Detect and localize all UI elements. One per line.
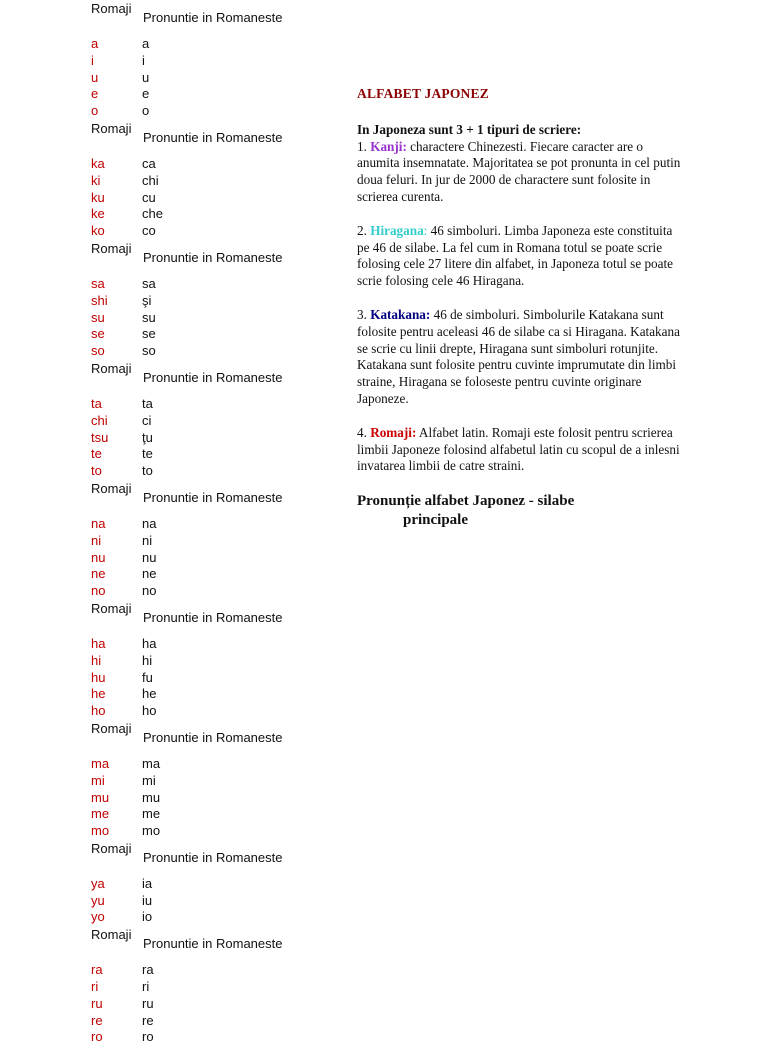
- romaji-syllable: mi: [91, 772, 105, 788]
- romaji-syllable: so: [91, 343, 105, 359]
- romaji-syllable: ha: [91, 635, 106, 651]
- romaji-syllable: ro: [91, 1029, 103, 1045]
- header-pronuntie: Pronuntie in Romaneste: [143, 10, 283, 25]
- syllable-row: [91, 86, 321, 103]
- romaji-syllable: re: [91, 1012, 103, 1028]
- romaji-syllable: u: [91, 69, 99, 85]
- header-romaji: Romaji: [91, 600, 132, 616]
- romaji-syllable: chi: [91, 412, 108, 428]
- romanian-pronunciation: ra: [142, 962, 154, 978]
- romanian-pronunciation: ţu: [142, 429, 153, 445]
- item-kanji: [357, 139, 687, 206]
- syllable-row: [91, 806, 321, 823]
- item-hiragana: [357, 223, 687, 290]
- intro-text: In Japoneza sunt 3 + 1 tipuri de scriere:: [357, 121, 582, 137]
- syllable-group: [91, 120, 321, 240]
- syllable-row: [91, 893, 321, 910]
- romaji-syllable: su: [91, 309, 105, 325]
- syllable-row: [91, 446, 321, 463]
- romaji-syllable: to: [91, 463, 102, 479]
- romanian-pronunciation: te: [142, 446, 153, 462]
- romaji-syllable: no: [91, 583, 106, 599]
- romanian-pronunciation: ha: [142, 635, 157, 651]
- romanian-pronunciation: ni: [142, 532, 153, 548]
- romanian-pronunciation: che: [142, 206, 163, 222]
- item-number: 1.: [357, 138, 371, 154]
- item-katakana: [357, 307, 687, 408]
- syllable-row: [91, 566, 321, 583]
- syllable-row: [91, 1029, 321, 1046]
- romanian-pronunciation: o: [142, 103, 150, 119]
- romaji-syllable: ke: [91, 206, 105, 222]
- romaji-syllable: nu: [91, 549, 106, 565]
- header-romaji: Romaji: [91, 360, 132, 376]
- syllable-row: [91, 293, 321, 310]
- romanian-pronunciation: mu: [142, 789, 161, 805]
- group-header: [91, 720, 321, 750]
- romaji-syllable: tsu: [91, 429, 109, 445]
- header-romaji: Romaji: [91, 1, 132, 16]
- romaji-syllable: mo: [91, 823, 110, 839]
- syllable-row: [91, 790, 321, 807]
- syllable-row: [91, 703, 321, 720]
- romaji-syllable: ne: [91, 566, 106, 582]
- item-number: 2.: [357, 222, 371, 238]
- syllable-row: [91, 876, 321, 893]
- header-romaji: Romaji: [91, 840, 132, 856]
- romanian-pronunciation: ro: [142, 1029, 154, 1045]
- romanian-pronunciation: ru: [142, 995, 154, 1011]
- romanian-pronunciation: ne: [142, 566, 157, 582]
- header-romaji: Romaji: [91, 240, 132, 256]
- romaji-syllable: hi: [91, 652, 102, 668]
- section-title: [357, 492, 687, 530]
- syllable-row: [91, 670, 321, 687]
- syllable-row: [91, 190, 321, 207]
- romaji-syllable: yo: [91, 909, 105, 925]
- romaji-syllable: ku: [91, 189, 105, 205]
- label-colon: :: [423, 222, 428, 238]
- romaji-syllable: sa: [91, 275, 105, 291]
- group-header: [91, 480, 321, 510]
- romaji-syllable: se: [91, 326, 105, 342]
- syllable-row: [91, 516, 321, 533]
- group-header: [91, 120, 321, 150]
- romanian-pronunciation: sa: [142, 275, 156, 291]
- syllable-row: [91, 909, 321, 926]
- header-pronuntie: Pronuntie in Romaneste: [143, 489, 283, 505]
- header-pronuntie: Pronuntie in Romaneste: [143, 849, 283, 865]
- romanian-pronunciation: ia: [142, 875, 153, 891]
- romanian-pronunciation: no: [142, 583, 157, 599]
- section-title-line2: principale: [403, 512, 469, 529]
- romanian-pronunciation: mo: [142, 823, 161, 839]
- syllable-row: [91, 310, 321, 327]
- romanian-pronunciation: co: [142, 223, 156, 239]
- syllable-row: [91, 326, 321, 343]
- group-header: [91, 0, 321, 30]
- header-pronuntie: Pronuntie in Romaneste: [143, 729, 283, 745]
- romaji-syllable: e: [91, 86, 99, 102]
- romaji-syllable: ka: [91, 155, 105, 171]
- romanian-pronunciation: e: [142, 86, 150, 102]
- romaji-syllable: hu: [91, 669, 106, 685]
- syllable-row: [91, 70, 321, 87]
- romanian-pronunciation: i: [142, 52, 145, 68]
- description-column: [357, 86, 687, 530]
- syllable-row: [91, 756, 321, 773]
- kanji-label: Kanji: [370, 138, 403, 154]
- romaji-syllable: ya: [91, 875, 105, 891]
- label-colon: :: [425, 306, 431, 322]
- romaji-syllable: ma: [91, 755, 110, 771]
- romanian-pronunciation: ho: [142, 703, 157, 719]
- header-pronuntie: Pronuntie in Romaneste: [143, 936, 283, 952]
- romaji-syllable: na: [91, 515, 106, 531]
- romaji-syllable: shi: [91, 292, 108, 308]
- romaji-syllable: ra: [91, 962, 103, 978]
- item-number: 3.: [357, 306, 371, 322]
- romaji-syllable: yu: [91, 892, 105, 908]
- romanian-pronunciation: nu: [142, 549, 157, 565]
- syllable-row: [91, 636, 321, 653]
- syllable-group: [91, 360, 321, 480]
- katakana-label: Katakana: [370, 306, 426, 322]
- header-pronuntie: Pronuntie in Romaneste: [143, 609, 283, 625]
- group-header: [91, 240, 321, 270]
- romanian-pronunciation: he: [142, 686, 157, 702]
- romanian-pronunciation: chi: [142, 172, 159, 188]
- romanian-pronunciation: u: [142, 69, 150, 85]
- romaji-syllable: ni: [91, 532, 102, 548]
- romanian-pronunciation: hi: [142, 652, 153, 668]
- syllable-row: [91, 156, 321, 173]
- romanian-pronunciation: a: [142, 36, 150, 51]
- romaji-syllable: ta: [91, 395, 102, 411]
- syllable-row: [91, 276, 321, 293]
- romaji-syllable: te: [91, 446, 102, 462]
- syllable-row: [91, 686, 321, 703]
- header-pronuntie: Pronuntie in Romaneste: [143, 249, 283, 265]
- label-colon: :: [411, 424, 417, 440]
- romanian-pronunciation: na: [142, 515, 157, 531]
- romaji-syllable: o: [91, 103, 99, 119]
- syllable-group: [91, 480, 321, 600]
- romaji-syllable: ko: [91, 223, 105, 239]
- syllable-row: [91, 430, 321, 447]
- item-text: 46 de simboluri. Simbolurile Katakana sunt folosite pentru aceleasi 46 de silabe ca si Hiragana. Katakana se scrie cu linii drepte, Hiragana sunt simboluri rotunjite. Katakana sunt folosite pentru cuvinte imprumutate din limbi straine, Hiragana se foloseste pentru cuvinte originare Japoneze.: [357, 306, 680, 406]
- romanian-pronunciation: me: [142, 806, 161, 822]
- item-text: charactere Chinezesti. Fiecare caracter are o anumita insemnatate. Majoritatea se pot pronunta in cel putin doua feluri. In jur de 2000 de charactere sunt folosite in scrierea curenta.: [357, 138, 681, 204]
- romaji-syllable: ki: [91, 172, 101, 188]
- hiragana-label: Hiragana: [370, 222, 424, 238]
- syllable-row: [91, 996, 321, 1013]
- syllable-group: [91, 600, 321, 720]
- romanian-pronunciation: ma: [142, 755, 161, 771]
- header-pronuntie: Pronuntie in Romaneste: [143, 369, 283, 385]
- syllable-row: [91, 36, 321, 53]
- romanian-pronunciation: se: [142, 326, 156, 342]
- item-romaji: [357, 425, 687, 475]
- syllable-row: [91, 773, 321, 790]
- romanian-pronunciation: mi: [142, 772, 156, 788]
- romaji-syllable: mu: [91, 789, 110, 805]
- romanian-pronunciation: ca: [142, 155, 156, 171]
- syllable-row: [91, 533, 321, 550]
- romaji-label: Romaji: [370, 424, 412, 440]
- item-text: 46 simboluri. Limba Japoneza este constituita pe 46 de silabe. La fel cum in Romana totul se poate scrie folosing cele 27 litere din alfabet, in Japoneza totul se poate scrie folosing cele 46 Hiragana.: [357, 222, 674, 289]
- romanian-pronunciation: cu: [142, 189, 156, 205]
- syllable-row: [91, 173, 321, 190]
- romanian-pronunciation: iu: [142, 892, 153, 908]
- romanian-pronunciation: ri: [142, 979, 150, 995]
- item-text: Alfabet latin. Romaji este folosit pentru scrierea limbii Japoneze folosind alfabetul latin cu scopul de a inlesni invatarea limbii de catre straini.: [357, 424, 680, 474]
- syllable-row: [91, 413, 321, 430]
- romanian-pronunciation: ta: [142, 395, 153, 411]
- romanian-pronunciation: şi: [142, 292, 152, 308]
- group-header: [91, 360, 321, 390]
- header-romaji: Romaji: [91, 720, 132, 736]
- romanian-pronunciation: ci: [142, 412, 152, 428]
- header-romaji: Romaji: [91, 480, 132, 496]
- syllable-group: [91, 240, 321, 360]
- header-romaji: Romaji: [91, 927, 132, 943]
- doc-title: ALFABET JAPONEZ: [357, 86, 489, 101]
- section-title-line1: Pronunție alfabet Japonez - silabe: [357, 493, 575, 510]
- romanian-pronunciation: so: [142, 343, 156, 359]
- syllable-row: [91, 979, 321, 996]
- syllable-row: [91, 550, 321, 567]
- syllable-row: [91, 223, 321, 240]
- romaji-syllable: ri: [91, 979, 99, 995]
- syllable-group: [91, 0, 321, 120]
- syllable-row: [91, 396, 321, 413]
- romaji-syllable: i: [91, 52, 94, 68]
- romaji-syllable: he: [91, 686, 106, 702]
- label-colon: :: [402, 138, 407, 154]
- syllable-row: [91, 823, 321, 840]
- syllable-row: [91, 1013, 321, 1030]
- romanian-pronunciation: io: [142, 909, 153, 925]
- romanian-pronunciation: su: [142, 309, 156, 325]
- item-number: 4.: [357, 424, 371, 440]
- romanian-pronunciation: to: [142, 463, 153, 479]
- header-romaji: Romaji: [91, 120, 132, 136]
- syllable-row: [91, 583, 321, 600]
- syllable-row: [91, 653, 321, 670]
- syllable-group: [91, 840, 321, 926]
- syllable-row: [91, 103, 321, 120]
- syllable-row: [91, 343, 321, 360]
- syllable-group: [91, 926, 321, 1046]
- romaji-syllable: ho: [91, 703, 106, 719]
- syllable-row: [91, 962, 321, 979]
- header-pronuntie: Pronuntie in Romaneste: [143, 129, 283, 145]
- group-header: [91, 600, 321, 630]
- romanian-pronunciation: re: [142, 1012, 154, 1028]
- romaji-syllable: me: [91, 806, 110, 822]
- romanian-pronunciation: fu: [142, 669, 153, 685]
- romaji-syllable: a: [91, 36, 99, 51]
- syllable-row: [91, 463, 321, 480]
- syllable-group: [91, 720, 321, 840]
- romaji-syllable: ru: [91, 995, 103, 1011]
- syllable-table: [91, 0, 321, 1046]
- syllable-row: [91, 53, 321, 70]
- syllable-row: [91, 206, 321, 223]
- group-header: [91, 926, 321, 956]
- group-header: [91, 840, 321, 870]
